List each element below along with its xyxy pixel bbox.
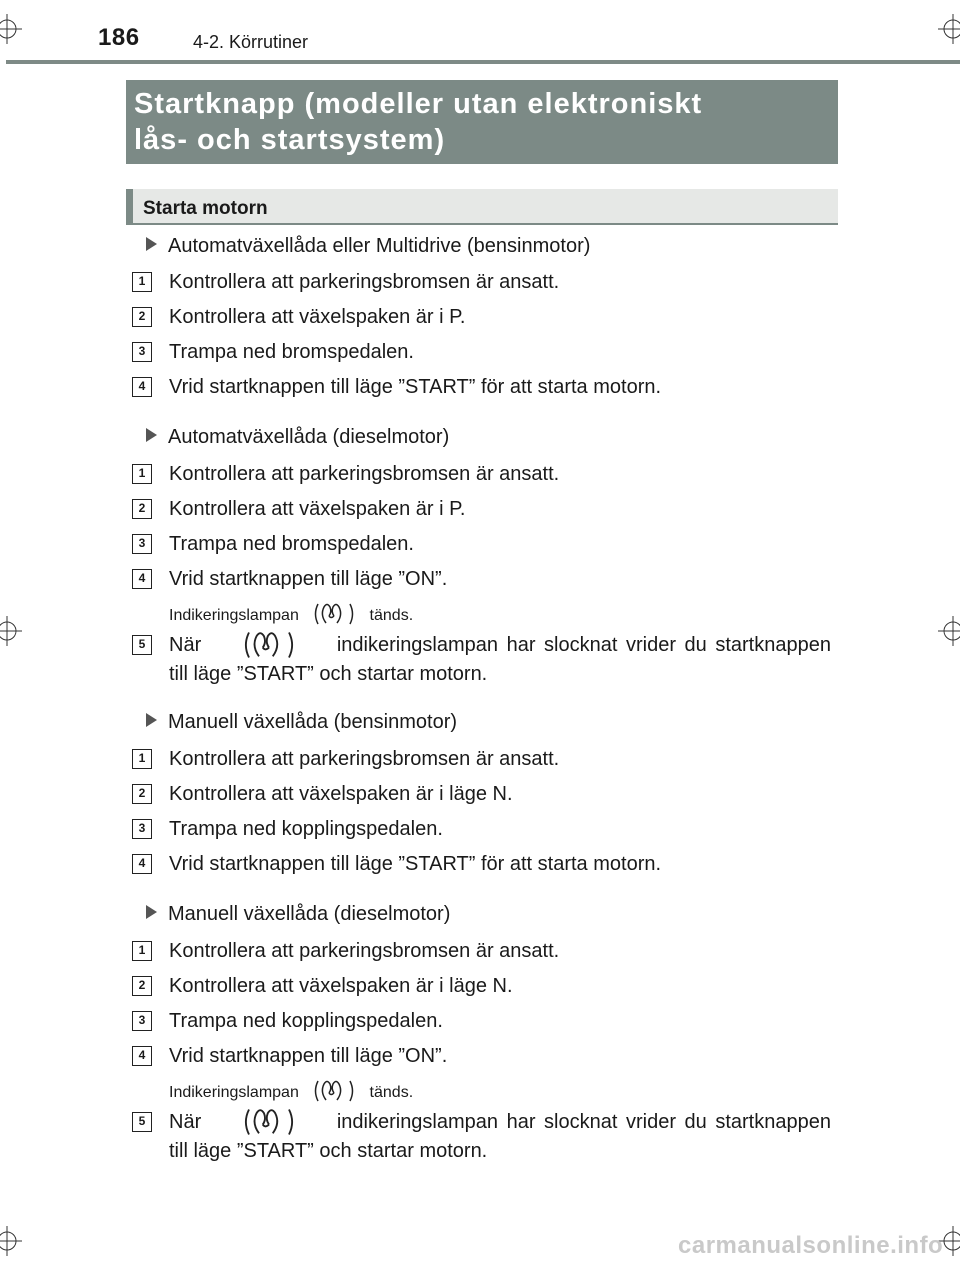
step-text: Trampa ned bromspedalen. <box>169 341 414 363</box>
step-number: 5 <box>132 1112 152 1132</box>
step-text: Trampa ned bromspedalen. <box>169 533 414 555</box>
step-text: Kontrollera att växelspaken är i läge N. <box>169 975 513 997</box>
condition-heading <box>146 903 450 926</box>
step-text: Kontrollera att växelspaken är i P. <box>169 498 466 520</box>
section-title-line1: Startknapp (modeller utan elektroniskt <box>134 88 703 120</box>
crop-mark-icon <box>0 14 22 44</box>
triangle-right-icon <box>146 428 157 442</box>
step-text <box>169 1107 831 1166</box>
step-number: 4 <box>132 377 152 397</box>
step-text: Kontrollera att växelspaken är i läge N. <box>169 783 513 805</box>
chapter-title: 4-2. Körrutiner <box>193 32 309 52</box>
condition-heading <box>146 426 449 449</box>
step-text: Kontrollera att parkeringsbromsen är ansatt. <box>169 940 560 962</box>
condition-heading-text: Automatväxellåda (dieselmotor) <box>168 426 450 448</box>
step-number: 2 <box>132 307 152 327</box>
crop-mark-icon <box>938 616 960 646</box>
glow-plug-indicator-icon <box>312 602 356 626</box>
step-text: Vrid startknappen till läge ”START” för att starta motorn. <box>169 853 662 875</box>
step-number: 4 <box>132 854 152 874</box>
header-rule <box>6 60 960 64</box>
step-number: 4 <box>132 1046 152 1066</box>
step-text: Trampa ned kopplingspedalen. <box>169 818 443 840</box>
step-text: Kontrollera att parkeringsbromsen är ansatt. <box>169 271 560 293</box>
condition-heading <box>146 711 457 734</box>
step5-line2: till läge ”START” och startar motorn. <box>169 1140 488 1162</box>
step-number: 5 <box>132 635 152 655</box>
step-text: Vrid startknappen till läge ”ON”. <box>169 568 448 590</box>
page-number: 186 <box>98 24 140 51</box>
triangle-right-icon <box>146 905 157 919</box>
step-text: Kontrollera att parkeringsbromsen är ansatt. <box>169 463 560 485</box>
crop-mark-icon <box>0 616 22 646</box>
section-title <box>126 80 838 164</box>
indicator-note-before: Indikeringslampan <box>169 607 299 624</box>
step-number: 1 <box>132 464 152 484</box>
glow-plug-indicator-icon <box>241 630 297 660</box>
step5-line2: till läge ”START” och startar motorn. <box>169 663 488 685</box>
indicator-note <box>169 602 413 626</box>
indicator-note-after: tänds. <box>369 1084 414 1101</box>
step-number: 1 <box>132 749 152 769</box>
step-number: 1 <box>132 941 152 961</box>
indicator-note <box>169 1079 413 1103</box>
step-number: 2 <box>132 976 152 996</box>
step-text: Kontrollera att parkeringsbromsen är ansatt. <box>169 748 560 770</box>
glow-plug-indicator-icon <box>312 1079 356 1103</box>
step5-lead: När <box>169 1110 202 1133</box>
step-number: 3 <box>132 342 152 362</box>
step-text <box>169 630 831 689</box>
step5-lead: När <box>169 633 202 656</box>
step-number: 3 <box>132 534 152 554</box>
section-title-line2: lås- och startsystem) <box>134 124 446 156</box>
condition-heading-text: Automatväxellåda eller Multidrive (bensinmotor) <box>168 235 591 257</box>
step-number: 3 <box>132 819 152 839</box>
crop-mark-icon <box>938 14 960 44</box>
indicator-note-before: Indikeringslampan <box>169 1084 299 1101</box>
step-text: Trampa ned kopplingspedalen. <box>169 1010 443 1032</box>
triangle-right-icon <box>146 713 157 727</box>
step-number: 1 <box>132 272 152 292</box>
watermark: carmanualsonline.info <box>678 1232 944 1259</box>
condition-heading-text: Manuell växellåda (bensinmotor) <box>168 711 458 733</box>
indicator-note-after: tänds. <box>369 607 414 624</box>
triangle-right-icon <box>146 237 157 251</box>
step-text: Kontrollera att växelspaken är i P. <box>169 306 466 328</box>
step5-rest: indikeringslampan har slocknat vrider du startknappen <box>336 1110 831 1133</box>
step-number: 4 <box>132 569 152 589</box>
step-number: 2 <box>132 499 152 519</box>
step-number: 2 <box>132 784 152 804</box>
subsection-title: Starta motorn <box>126 189 838 225</box>
condition-heading-text: Manuell växellåda (dieselmotor) <box>168 903 451 925</box>
step-text: Vrid startknappen till läge ”START” för att starta motorn. <box>169 376 662 398</box>
step-text: Vrid startknappen till läge ”ON”. <box>169 1045 448 1067</box>
condition-heading <box>146 235 590 258</box>
step5-rest: indikeringslampan har slocknat vrider du startknappen <box>336 633 831 656</box>
step-number: 3 <box>132 1011 152 1031</box>
glow-plug-indicator-icon <box>241 1107 297 1137</box>
crop-mark-icon <box>0 1226 22 1256</box>
